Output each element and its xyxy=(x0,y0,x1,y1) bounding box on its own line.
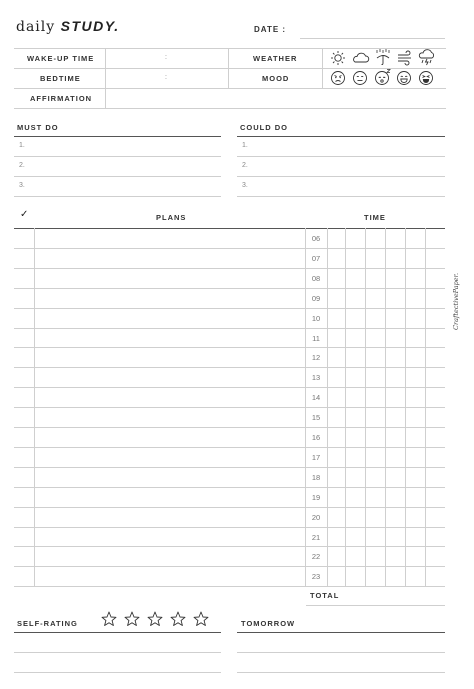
could-do-line xyxy=(237,176,445,177)
must-do-line xyxy=(14,196,221,197)
date-label: DATE : xyxy=(254,25,287,34)
excited-face-icon[interactable] xyxy=(418,70,434,86)
time-slot-divider xyxy=(365,228,366,586)
wakeup-label: WAKE-UP TIME xyxy=(27,54,95,63)
hour-label: 07 xyxy=(311,253,321,263)
hour-label: 15 xyxy=(311,413,321,423)
cloud-icon[interactable] xyxy=(352,50,370,66)
info-line xyxy=(14,88,446,89)
neutral-face-icon[interactable] xyxy=(352,70,368,86)
star-icon[interactable] xyxy=(101,611,117,627)
hour-label: 19 xyxy=(311,492,321,502)
total-line[interactable] xyxy=(306,605,445,606)
page-title: daily STUDY. xyxy=(16,18,120,35)
could-do-item[interactable]: 2. xyxy=(242,162,248,169)
plan-row-cell[interactable] xyxy=(35,288,304,308)
could-do-label: COULD DO xyxy=(240,123,288,132)
time-slot-divider xyxy=(405,228,406,586)
plan-row-cell[interactable] xyxy=(35,566,304,586)
hour-label: 06 xyxy=(311,234,321,243)
plan-row-cell[interactable] xyxy=(35,387,304,407)
star-icon[interactable] xyxy=(193,611,209,627)
wakeup-time-field[interactable]: : xyxy=(165,54,167,61)
time-slot-divider xyxy=(385,228,386,586)
self-rating-note-line[interactable] xyxy=(14,672,221,673)
info-divider xyxy=(228,48,229,88)
total-label: TOTAL xyxy=(310,591,340,600)
plan-row-cell[interactable] xyxy=(35,546,304,566)
plan-row-cell[interactable] xyxy=(35,228,304,248)
star-icon[interactable] xyxy=(147,611,163,627)
hour-label: 16 xyxy=(311,433,321,442)
must-do-header-line xyxy=(14,136,221,137)
hour-label: 20 xyxy=(311,512,321,522)
plan-row-cell[interactable] xyxy=(35,487,304,507)
info-divider xyxy=(105,48,106,108)
must-do-item[interactable]: 1. xyxy=(19,142,25,149)
check-icon: ✓ xyxy=(20,209,29,220)
tomorrow-note-line[interactable] xyxy=(237,672,445,673)
date-line[interactable] xyxy=(300,38,445,39)
wind-icon[interactable] xyxy=(396,50,414,66)
self-rating-line xyxy=(14,632,221,633)
time-column-divider xyxy=(305,228,306,586)
hour-label: 14 xyxy=(311,393,321,403)
could-do-item[interactable]: 3. xyxy=(242,182,248,189)
must-do-line xyxy=(14,156,221,157)
plan-row-cell[interactable] xyxy=(35,527,304,547)
bedtime-field[interactable]: : xyxy=(165,74,167,81)
plan-row-cell[interactable] xyxy=(35,407,304,427)
hour-label: 13 xyxy=(311,373,321,383)
plan-row-cell[interactable] xyxy=(35,347,304,367)
sun-icon[interactable] xyxy=(330,50,346,66)
plan-row-cell[interactable] xyxy=(35,427,304,447)
self-rating-label: SELF-RATING xyxy=(17,619,78,628)
must-do-line xyxy=(14,176,221,177)
hour-label: 12 xyxy=(311,353,321,363)
hour-label: 11 xyxy=(312,333,320,343)
hour-label: 09 xyxy=(311,293,321,303)
plan-row-cell[interactable] xyxy=(35,308,304,328)
weather-label: WEATHER xyxy=(253,54,298,63)
must-do-label: MUST DO xyxy=(17,123,59,132)
star-icon[interactable] xyxy=(170,611,186,627)
sleepy-face-icon[interactable] xyxy=(374,68,392,86)
hour-label: 22 xyxy=(311,552,321,562)
plan-row-cell[interactable] xyxy=(35,447,304,467)
bedtime-label: BEDTIME xyxy=(40,74,81,83)
must-do-item[interactable]: 2. xyxy=(19,162,25,169)
could-do-item[interactable]: 1. xyxy=(242,142,248,149)
time-label: TIME xyxy=(364,213,386,222)
storm-icon[interactable] xyxy=(418,49,436,67)
plans-label: PLANS xyxy=(156,213,187,222)
must-do-item[interactable]: 3. xyxy=(19,182,25,189)
star-icon[interactable] xyxy=(124,611,140,627)
self-rating-note-line[interactable] xyxy=(14,652,221,653)
hour-label: 23 xyxy=(311,572,321,582)
plan-row-cell[interactable] xyxy=(35,507,304,527)
mood-label: MOOD xyxy=(262,74,290,83)
could-do-line xyxy=(237,156,445,157)
brand-logo: CraftectivePaper. xyxy=(452,272,460,330)
hour-label: 21 xyxy=(311,532,321,542)
plan-row-cell[interactable] xyxy=(35,328,304,348)
plan-row-cell[interactable] xyxy=(35,248,304,268)
tomorrow-note-line[interactable] xyxy=(237,652,445,653)
could-do-line xyxy=(237,196,445,197)
info-divider xyxy=(322,48,323,88)
rain-icon[interactable] xyxy=(374,48,392,66)
hour-label: 17 xyxy=(311,452,321,462)
angry-face-icon[interactable] xyxy=(330,70,346,86)
affirmation-label: AFFIRMATION xyxy=(30,94,93,103)
hour-label: 18 xyxy=(311,472,321,482)
info-bottom-line xyxy=(14,108,446,109)
could-do-header-line xyxy=(237,136,445,137)
hour-label: 08 xyxy=(311,273,321,283)
hour-label: 10 xyxy=(311,313,321,323)
time-slot-divider xyxy=(345,228,346,586)
time-slot-divider xyxy=(425,228,426,586)
time-slot-divider xyxy=(327,228,328,586)
tomorrow-line xyxy=(237,632,445,633)
tomorrow-label: TOMORROW xyxy=(241,619,296,628)
plan-row-cell[interactable] xyxy=(35,367,304,387)
happy-face-icon[interactable] xyxy=(396,70,412,86)
plans-row-line xyxy=(14,586,445,587)
plan-row-cell[interactable] xyxy=(35,268,304,288)
plan-row-cell[interactable] xyxy=(35,467,304,487)
